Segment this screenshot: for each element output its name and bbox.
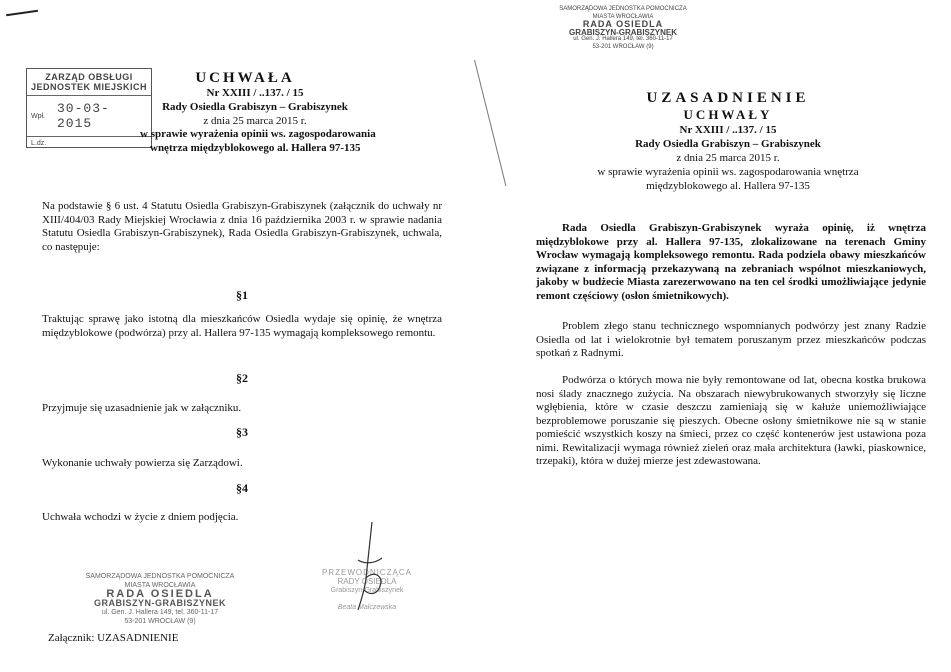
- footer-stamp-line-1: SAMORZĄDOWA JEDNOSTKA POMOCNICZA: [85, 573, 235, 580]
- stamp-line-2: JEDNOSTEK MIEJSKICH: [30, 82, 148, 92]
- section-3-text: Wykonanie uchwały powierza się Zarządowi.: [42, 457, 243, 469]
- stamp-footer: L.dz.: [31, 140, 47, 147]
- section-4-text: Uchwała wchodzi w życie z dniem podjęcia.: [42, 511, 239, 523]
- council-footer-stamp: [60, 572, 260, 626]
- footer-stamp-line-3: RADA OSIEDLA: [106, 588, 214, 600]
- footer-stamp-line-2: MIASTA WROCŁAWIA: [124, 582, 196, 589]
- section-2-text: Przyjmuje się uzasadnienie jak w załączniku.: [42, 402, 242, 414]
- justification-title: UZASADNIENIE: [646, 90, 810, 106]
- section-2-heading: §2: [236, 371, 248, 385]
- justification-paragraph-2: Problem złego stanu technicznego wspomnianych podwórzy jest znany Radzie Osiedla od lat i wielokrotnie był tematem poruszanym przez mieszkańców podczas spotkań z Radnymi.: [536, 320, 926, 359]
- stamp-date: 30-03- 2015: [57, 101, 110, 131]
- justification-paragraph-1: Rada Osiedla Grabiszyn-Grabiszynek wyraża opinię, iż wnętrza międzyblokowe przy al. Hallera 97-135, zlokalizowane na terenach Gminy Wrocław wymagają kompleksowego remontu. Rada podziela obawy mieszkańców związane z informacją przekazywaną na zebraniach wspólnot mieszkaniowych, jakoby w budżecie Miasta zarezerwowano na ten cel środki umożliwiające jedynie remont częściowy (osłon śmietnikowych).: [536, 222, 926, 302]
- justification-subtitle: UCHWAŁY: [683, 107, 773, 122]
- chair-stamp-line-4: Beata Malczewska: [337, 604, 397, 611]
- section-1-text: Traktując sprawę jako istotną dla mieszkańców Osiedla wydaje się opinię, że wnętrza międzyblokowe (podwórza) przy al. Hallera 97-135 wymagają kompleksowego remontu.: [42, 313, 442, 339]
- justification-subject-2: międzyblokowego al. Hallera 97-135: [646, 180, 810, 192]
- resolution-page: [0, 0, 470, 672]
- council-name: Rady Osiedla Grabiszyn – Grabiszynek: [162, 101, 348, 113]
- section-4-heading: §4: [236, 481, 248, 495]
- subject-line-1: w sprawie wyrażenia opinii ws. zagospodarowania: [140, 128, 376, 140]
- header-stamp-line-4: GRABISZYN-GRABISZYNEK: [568, 27, 677, 37]
- header-stamp-line-5: ul. Gen. J. Hallera 149, tel. 360-11-17: [573, 36, 673, 42]
- resolution-date: z dnia 25 marca 2015 r.: [203, 115, 307, 127]
- justification-number: Nr XXIII / ..137. / 15: [679, 124, 777, 136]
- footer-stamp-line-5: ul. Gen. J. Hallera 149, tel. 360-11-17: [101, 609, 219, 616]
- justification-subject-1: w sprawie wyrażenia opinii ws. zagospodarowania wnętrza: [597, 166, 859, 178]
- justification-council-name: Rady Osiedla Grabiszyn – Grabiszynek: [635, 138, 821, 150]
- attachment-note: Załącznik: UZASADNIENIE: [48, 632, 179, 644]
- header-stamp-line-6: 53-201 WROCŁAW (9): [592, 43, 654, 50]
- chair-stamp-line-3: Grabiszyn-Grabiszynek: [330, 587, 404, 594]
- chair-stamp-line-2: RADY OSIEDLA: [337, 577, 397, 586]
- header-stamp-line-1: SAMORZĄDOWA JEDNOSTKA POMOCNICZA: [559, 6, 687, 12]
- footer-stamp-line-4: GRABISZYN-GRABISZYNEK: [93, 598, 226, 608]
- footer-stamp-line-6: 53-201 WROCŁAW (9): [124, 618, 196, 625]
- chair-signature: [340, 520, 410, 620]
- section-3-heading: §3: [236, 425, 248, 439]
- header-stamp-line-3: RADA OSIEDLA: [582, 19, 664, 29]
- legal-basis-paragraph: Na podstawie § 6 ust. 4 Statutu Osiedla Grabiszyn-Grabiszynek (załącznik do uchwały nr XIII/404/03 Rady Miejskiej Wrocławia z dnia 16 października 2003 r. w sprawie nadania Statutu Osiedla Grabiszyn-Grabiszynek), Rada Osiedla Grabiszyn-Grabiszynek, uchwala, co następuje:: [42, 200, 442, 253]
- resolution-title: UCHWAŁA: [195, 70, 295, 86]
- header-stamp-line-2: MIASTA WROCŁAWIA: [592, 13, 654, 20]
- pen-mark: [6, 10, 38, 16]
- justification-paragraph-3: Podwórza o których mowa nie były remontowane od lat, obecna kostka brukowa nosi ślady znacznego zużycia. Na obszarach niewybrukowanych stworzyły się liczne wgłębienia, które w czasie deszczu zamieniają się w kałuże uniemożliwiające bezproblemowe poruszanie się pieszych. Obecne osłony śmietnikowe nie są w stanie pomieścić wszystkich koszy na śmieci, przez co część kontenerów jest ustawiona poza nimi. Rewitalizacji wymaga również zieleń oraz mała architektura (ławki, piaskownice, trzepaki), która w dużej mierze jest zdewastowana.: [536, 374, 926, 467]
- stamp-wpl-label: Wpł.: [31, 112, 45, 120]
- council-header-stamp: [558, 6, 688, 51]
- justification-date: z dnia 25 marca 2015 r.: [676, 152, 780, 164]
- justification-page: [478, 0, 951, 672]
- subject-line-2: wnętrza międzyblokowego al. Hallera 97-135: [150, 142, 361, 154]
- stamp-line-1: ZARZĄD OBSŁUGI: [45, 72, 133, 82]
- section-1-heading: §1: [236, 288, 248, 302]
- chair-stamp-line-1: PRZEWODNICZĄCA: [322, 568, 412, 577]
- resolution-number: Nr XXIII / ..137. / 15: [206, 87, 304, 99]
